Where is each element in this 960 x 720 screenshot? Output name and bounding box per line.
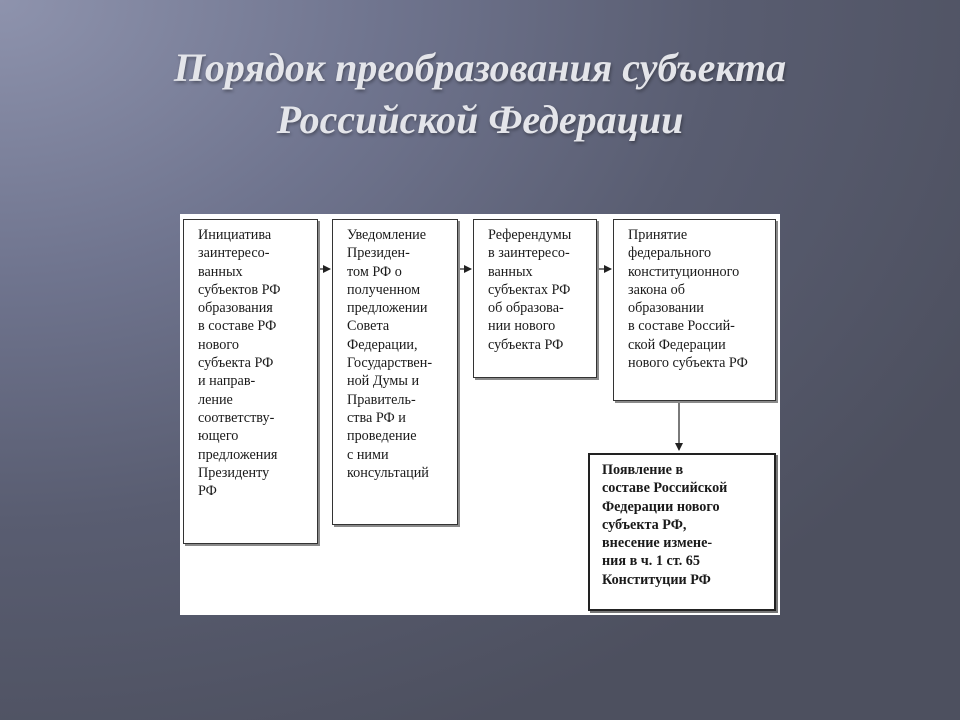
box-text-line: Государствен- xyxy=(347,355,433,372)
box-text-line: об образова- xyxy=(488,300,564,317)
box-text-line: нии нового xyxy=(488,318,556,335)
box-text-line: ской Федерации xyxy=(628,336,726,353)
box-text-line: в составе Россий- xyxy=(628,318,735,335)
box-text-line: Инициатива xyxy=(198,227,272,243)
box-text-line: проведение xyxy=(347,428,417,445)
box-text-line: субъектах РФ xyxy=(488,281,571,298)
box-text-line: составе Российской xyxy=(602,480,728,497)
box-text-line: заинтересо- xyxy=(198,245,270,262)
box-text-line: ства РФ и xyxy=(347,409,406,426)
box-text-line: субъекта РФ xyxy=(198,355,274,372)
box-text-line: консультаций xyxy=(347,464,429,481)
box-text-line: ной Думы и xyxy=(347,373,420,390)
box-text-line: РФ xyxy=(198,483,217,500)
box-text-line: субъекта РФ xyxy=(488,336,564,353)
box-text-line: Конституции РФ xyxy=(602,571,711,588)
box-text-line: федерального xyxy=(628,245,712,262)
box-text-line: том РФ о xyxy=(347,263,402,280)
box-text-line: полученном xyxy=(347,281,421,298)
box-text-line: конституционного xyxy=(628,263,740,280)
step-initiative-box xyxy=(183,219,318,544)
box-text-line: нового xyxy=(198,336,239,353)
box-text-line: ванных xyxy=(488,263,533,280)
box-text-line: ванных xyxy=(198,263,243,280)
box-text-line: Правитель- xyxy=(347,391,416,408)
box-text-line: закона об xyxy=(628,281,685,298)
box-text-line: предложении xyxy=(347,300,428,317)
box-text-line: Принятие xyxy=(628,227,688,243)
slide-title xyxy=(30,42,930,146)
step-notification-box xyxy=(332,219,458,525)
box-text-line: в составе РФ xyxy=(198,318,277,335)
step-referendum-box xyxy=(473,219,597,378)
box-text-line: ющего xyxy=(198,428,239,445)
box-text-line: субъектов РФ xyxy=(198,281,281,298)
box-text-line: Президенту xyxy=(198,464,270,481)
box-text-line: предложения xyxy=(198,446,278,463)
box-text-line: Федерации нового xyxy=(602,498,720,515)
box-text-line: Федерации, xyxy=(347,336,418,353)
process-diagram xyxy=(180,214,780,615)
box-text-line: внесение измене- xyxy=(602,535,713,552)
title-line-2: Российской Федерации xyxy=(276,97,684,142)
box-text-line: и направ- xyxy=(198,373,256,390)
step-result-box xyxy=(588,453,776,611)
title-line-1: Порядок преобразования субъекта xyxy=(173,45,787,90)
box-text-line: нового субъекта РФ xyxy=(628,355,748,372)
box-text-line: образования xyxy=(198,300,273,317)
box-text-line: с ними xyxy=(347,446,389,463)
box-text-line: Совета xyxy=(347,318,390,335)
box-text-line: в заинтересо- xyxy=(488,245,570,262)
box-text-line: Уведомление xyxy=(347,227,427,243)
box-text-line: субъекта РФ, xyxy=(602,516,687,533)
box-text-line: ление xyxy=(198,391,233,408)
box-text-line: ния в ч. 1 ст. 65 xyxy=(602,553,700,570)
box-text-line: Появление в xyxy=(602,462,684,478)
box-text-line: Референдумы xyxy=(488,227,572,243)
box-text-line: соответству- xyxy=(198,409,275,426)
box-text-line: образовании xyxy=(628,300,704,317)
box-text-line: Президен- xyxy=(347,245,410,262)
step-federal-law-box xyxy=(613,219,776,401)
